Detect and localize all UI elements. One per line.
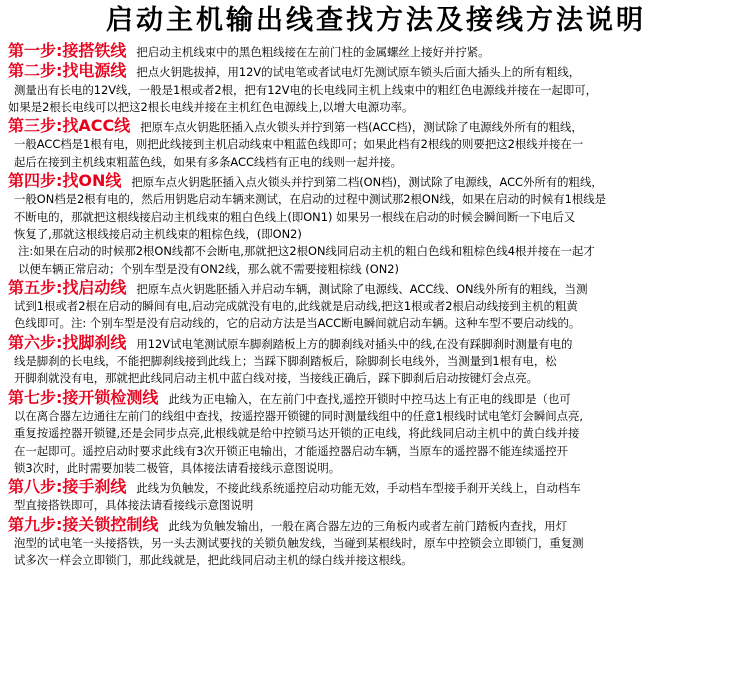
step-6-line-3: 开脚刹就没有电，那就把此线同启动主机中蓝白线对接，当接线正确后，踩下脚刹后启动按键灯会点亮。: [14, 371, 538, 386]
step-7-line-5: 锁3次时，此时需要加装二极管，具体接法请看接线示意图说明。: [14, 460, 341, 475]
step-9: [8, 516, 744, 570]
step-5-line-1: 把原车点火钥匙胚插入并启动车辆，测试除了电源线、ACC线、ON线外所有的粗线，当测: [136, 281, 588, 296]
step-8-line-1: 此线为负触发，不接此线系统遥控启动功能无效，手动档车型接手刹开关线上，自动档车: [136, 481, 581, 496]
step-2-line-2: 测量出有长电的12V线，一般是1根或者2根，把有12V电的长电线同主机上线束中的粗红色电源线并接在一起即可，: [14, 82, 598, 97]
step-9-line-3: 试多次一样会立即锁门，那此线就是，把此线同启动主机的绿白线并接这根线。: [14, 553, 413, 568]
step-2-line-1: 把点火钥匙拔掉，用12V的试电笔或者试电灯先测试原车锁头后面大插头上的所有粗线，: [136, 65, 581, 80]
step-4-note-1: 注:如果在启动的时候那2根ON线都不会断电,那就把这2根ON线同启动主机的粗白色线和粗棕色线4根并接在一起才: [18, 244, 595, 259]
step-4-line-2: 一般ON档是2根有电的，然后用钥匙启动车辆来测试，在启动的过程中测试那2根ON线，如果在启动的时候有1根线是: [14, 192, 607, 207]
step-3-line-2: 一般ACC档是1根有电，则把此线接到主机启动线束中粗蓝色线即可；如果此档有2根线的则要把这2根线并接在一: [14, 137, 584, 152]
step-7-line-1: 此线为正电输入，在左前门中查找,遥控开锁时中控马达上有正电的线即是（也可: [168, 391, 571, 406]
step-3-line-1: 把原车点火钥匙胚插入点火锁头并拧到第一档(ACC档)，测试除了电源线外所有的粗线，: [140, 120, 583, 135]
step-1-line-1: 把启动主机线束中的黑色粗线接在左前门柱的金属螺丝上接好并拧紧。: [136, 45, 490, 59]
step-5: [8, 279, 744, 333]
step-5-line-2: 试到1根或者2根在启动的瞬间有电,启动完成就没有电的,此线就是启动线,把这1根或者2根启动线接到主机的粗黄: [14, 299, 578, 314]
step-5-heading: 第五步:找启动线: [8, 277, 127, 297]
step-7-line-2: 以在离合器左边通往左前门的线组中查找，按遥控器开锁键的同时测量线组中的任意1根线时试电笔灯会瞬间点亮,: [14, 408, 584, 423]
step-7-line-4: 在一起即可。遥控启动时要求此线有3次开锁正电输出，才能遥控器启动车辆，当原车的遥控器不能连续遥控开: [14, 443, 568, 458]
step-3: [8, 117, 744, 171]
step-1: [8, 42, 744, 61]
step-2-heading: 第二步:找电源线: [8, 61, 127, 81]
step-2: [8, 62, 744, 116]
step-2-line-3: 如果是2根长电线可以把这2根长电线并接在主机红色电源线上,以增大电源功率。: [8, 99, 414, 114]
step-5-line-3: 色线即可。注: 个别车型是没有启动线的，它的启动方法是当ACC断电瞬间就启动车辆。这种车型不要启动线的。: [14, 316, 581, 331]
step-7-line-3: 重复按遥控器开锁键,还是会同步点亮,此根线就是给中控锁马达开锁的正电线，将此线同启动主机中的黄白线并接: [14, 426, 580, 441]
step-4: [8, 172, 744, 278]
step-4-line-3: 不断电的，那就把这根线接启动主机线束的粗白色线上(即ON1) 如果另一根线在启动的时候会瞬间断一下电后又: [14, 209, 576, 224]
step-9-line-2: 泡型的试电笔一头接搭铁，另一头去测试要找的关锁负触发线，当碰到某根线时，原车中控锁会立即锁门，重复测: [14, 536, 584, 551]
step-8: [8, 478, 744, 515]
step-3-line-3: 起后在接到主机线束粗蓝色线，如果有多条ACC线档有正电的线则一起并接。: [14, 154, 403, 169]
step-6-line-2: 线是脚刹的长电线，不能把脚刹线接到此线上；当踩下脚刹踏板后，除脚刹长电线外，当测量到1根有电，松: [14, 354, 557, 369]
step-7: [8, 389, 744, 477]
step-6: [8, 334, 744, 388]
step-8-heading: 第八步:接手刹线: [8, 477, 127, 497]
step-3-heading: 第三步:找ACC线: [8, 116, 131, 136]
step-4-line-1: 把原车点火钥匙胚插入点火锁头并拧到第二档(ON档)，测试除了电源线，ACC外所有的粗线，: [131, 175, 603, 190]
step-9-line-1: 此线为负触发输出，一般在离合器左边的三角板内或者左前门踏板内查找，用灯: [168, 518, 568, 533]
step-6-line-1: 用12V试电笔测试原车脚刹踏板上方的脚刹线对插头中的线,在没有踩脚刹时测量有电的: [136, 336, 573, 351]
step-4-line-4: 恢复了,那就这根线接启动主机线束的粗棕色线，(即ON2): [14, 226, 302, 241]
step-9-heading: 第九步:接关锁控制线: [8, 514, 159, 534]
step-7-heading: 第七步:接开锁检测线: [8, 387, 159, 407]
step-1-heading: 第一步:接搭铁线: [8, 41, 127, 60]
page-title: 启动主机输出线查找方法及接线方法说明: [106, 5, 646, 36]
step-4-heading: 第四步:找ON线: [8, 171, 122, 191]
step-8-line-2: 型直接搭铁即可，具体接法请看接线示意图说明: [14, 498, 254, 513]
step-4-note-2: 以便车辆正常启动；个别车型是没有ON2线，那么就不需要接粗棕线 (ON2): [18, 261, 399, 276]
step-6-heading: 第六步:找脚刹线: [8, 332, 127, 352]
